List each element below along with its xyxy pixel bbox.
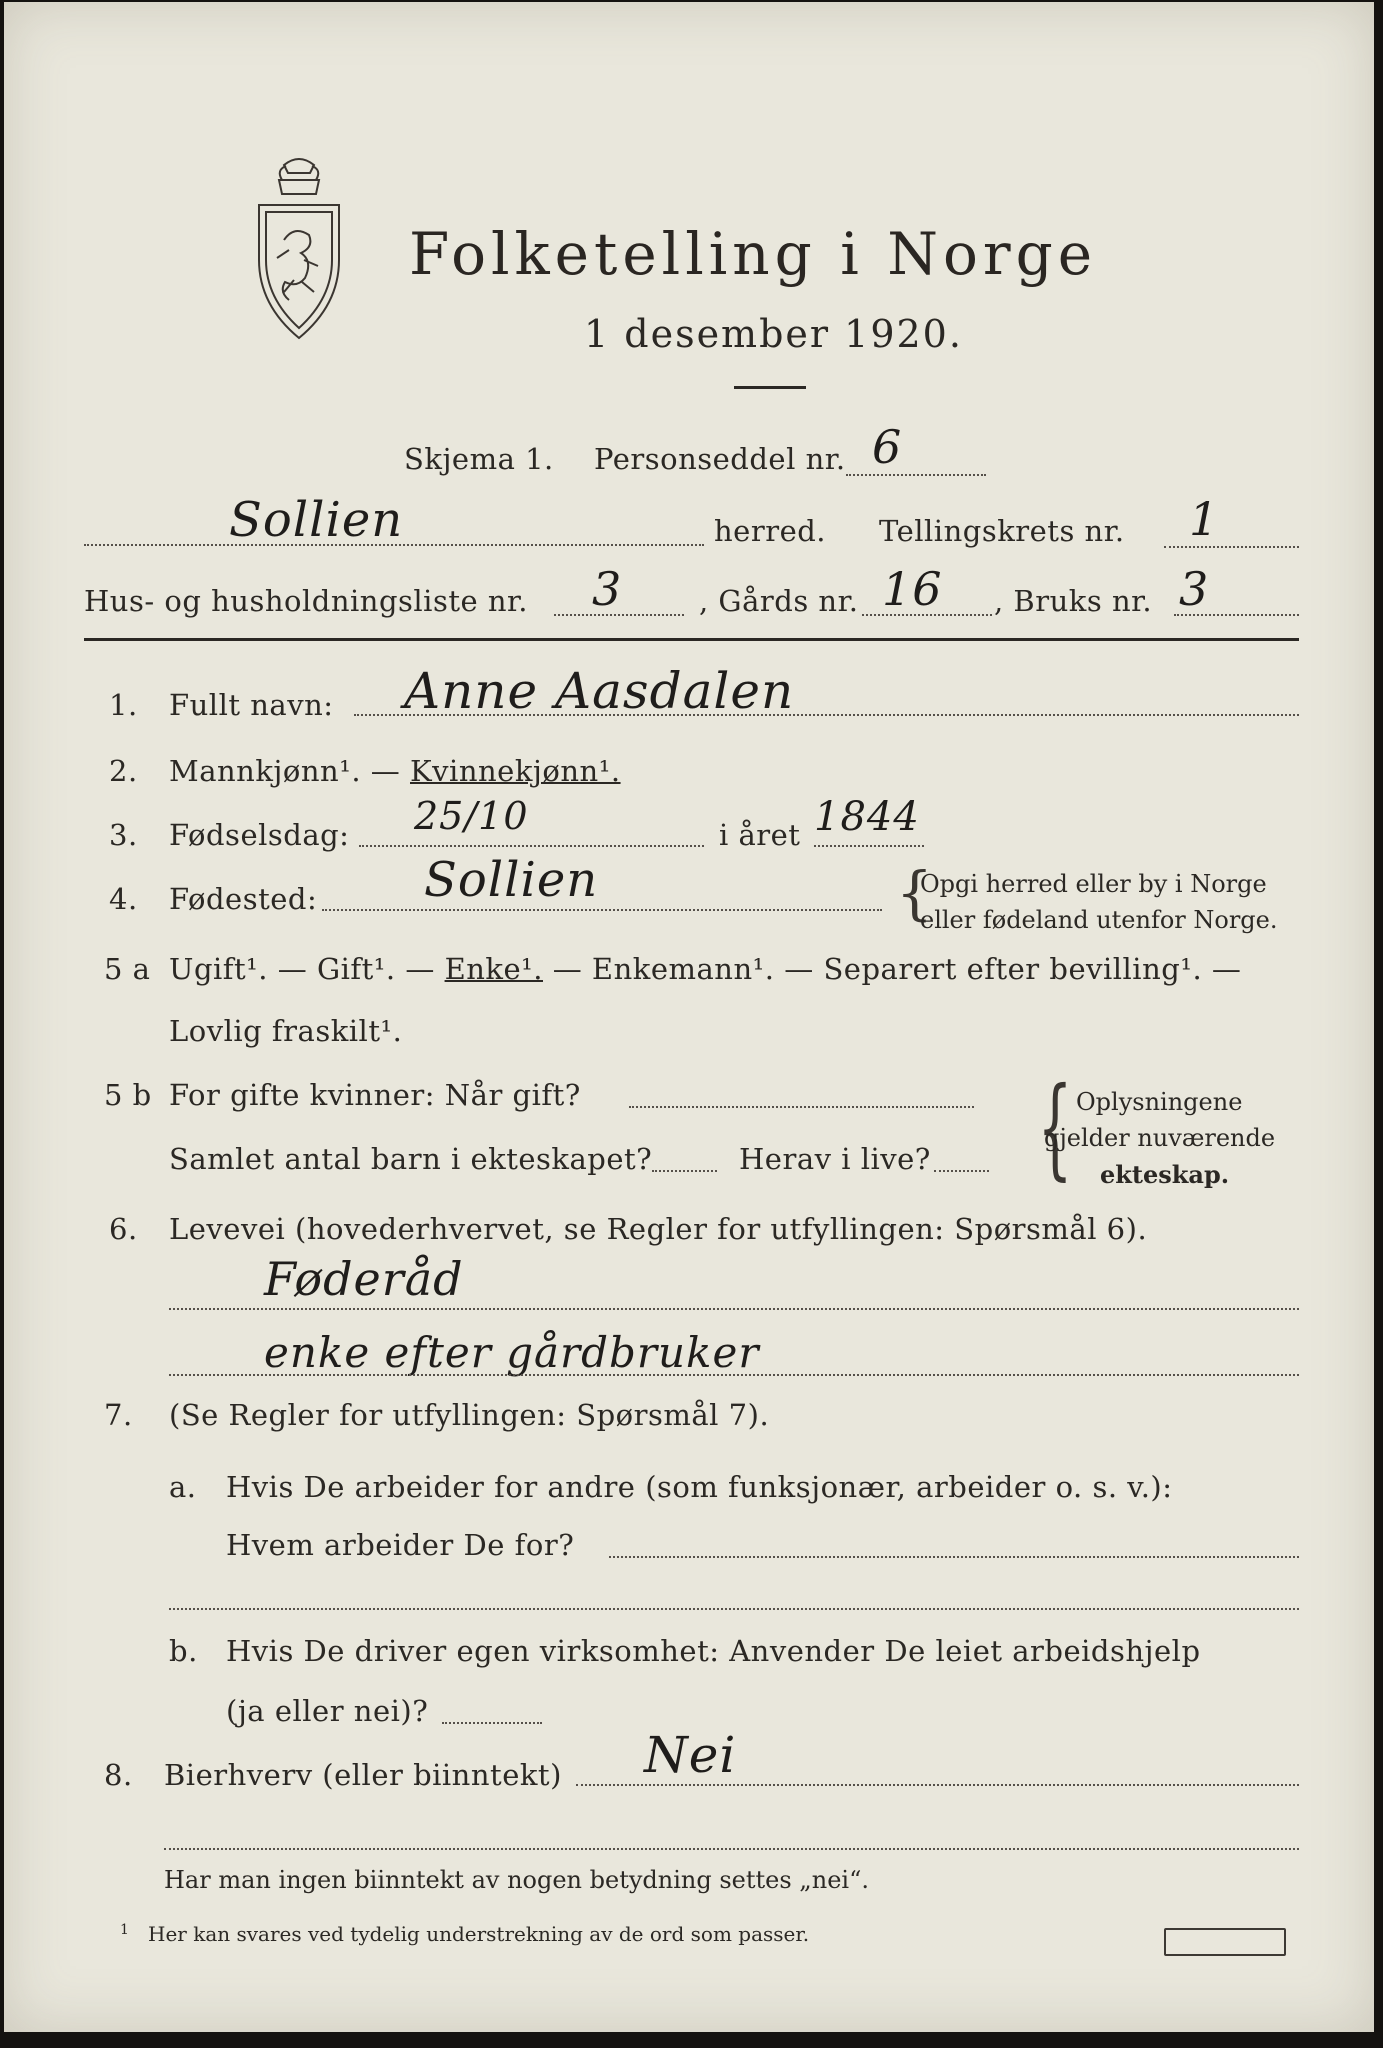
census-form-page bbox=[4, 2, 1374, 2032]
mannkjonn-option: Mannkjønn¹. — bbox=[169, 754, 410, 788]
enke-option: Enke¹. bbox=[444, 952, 543, 986]
fullt-navn-value: Anne Aasdalen bbox=[404, 662, 795, 720]
tellingskrets-label: Tellingskrets nr. bbox=[879, 514, 1125, 548]
ugift-gift-option: Ugift¹. — Gift¹. — bbox=[169, 952, 445, 986]
field-8-number: 8. bbox=[104, 1758, 133, 1792]
field-4-number: 4. bbox=[109, 882, 138, 916]
field-2-number: 2. bbox=[109, 754, 138, 788]
herav-i-live-line bbox=[934, 1170, 989, 1172]
hvem-arbeider-label: Hvem arbeider De for? bbox=[226, 1528, 575, 1562]
hus-value: 3 bbox=[592, 562, 623, 616]
field-7-label: (Se Regler for utfyllingen: Spørsmål 7). bbox=[169, 1398, 770, 1432]
ekteskap-note-3: ekteskap. bbox=[1100, 1160, 1230, 1189]
field-5b-number: 5 b bbox=[104, 1078, 152, 1112]
antal-barn-label: Samlet antal barn i ekteskapet? bbox=[169, 1142, 653, 1176]
form-title: Folketelling i Norge bbox=[409, 220, 1098, 288]
bierhverv-label: Bierhverv (eller biinntekt) bbox=[164, 1758, 562, 1792]
tellingskrets-value: 1 bbox=[1189, 492, 1220, 546]
fodested-note-2: eller fødeland utenfor Norge. bbox=[920, 906, 1278, 934]
fodselsdag-label: Fødselsdag: bbox=[169, 818, 350, 852]
tellingskrets-line bbox=[1164, 546, 1299, 548]
gards-value: 16 bbox=[882, 562, 943, 616]
herred-value: Sollien bbox=[229, 492, 404, 548]
herred-label: herred. bbox=[714, 514, 827, 548]
field-7a-extra-line bbox=[169, 1608, 1299, 1610]
levevei-value-1: Føderåd bbox=[264, 1252, 464, 1306]
levevei-label: Levevei (hovederhvervet, se Regler for utfyllingen: Spørsmål 6). bbox=[169, 1212, 1148, 1246]
printer-stamp bbox=[1164, 1928, 1286, 1956]
personseddel-line bbox=[846, 474, 986, 476]
hvem-arbeider-line bbox=[609, 1556, 1299, 1558]
field-7-number: 7. bbox=[104, 1398, 133, 1432]
naar-gift-label: For gifte kvinner: Når gift? bbox=[169, 1078, 581, 1112]
ekteskap-brace: { bbox=[1037, 1063, 1073, 1191]
ja-eller-nei-line bbox=[442, 1722, 542, 1724]
fullt-navn-label: Fullt navn: bbox=[169, 688, 334, 722]
herred-line bbox=[84, 544, 704, 546]
field-3-number: 3. bbox=[109, 818, 138, 852]
footnote-mark: 1 bbox=[120, 1922, 129, 1938]
field-7b-label: Hvis De driver egen virksomhet: Anvender De leiet arbeidshjelp bbox=[226, 1634, 1201, 1668]
kvinnekjonn-option: Kvinnekjønn¹. bbox=[410, 754, 621, 788]
personseddel-value: 6 bbox=[872, 420, 903, 474]
ja-eller-nei-label: (ja eller nei)? bbox=[226, 1694, 429, 1728]
skjema-label: Skjema 1. bbox=[404, 442, 554, 476]
form-date: 1 desember 1920. bbox=[584, 312, 963, 356]
field-7a-number: a. bbox=[169, 1470, 197, 1504]
fodselsdag-line bbox=[359, 845, 704, 847]
bruks-value: 3 bbox=[1179, 562, 1210, 616]
title-divider bbox=[734, 386, 806, 389]
hus-label: Hus- og husholdningsliste nr. bbox=[84, 584, 528, 618]
fodested-brace: { bbox=[896, 859, 933, 927]
ekteskap-note-1: Oplysningene bbox=[1076, 1088, 1243, 1116]
fodested-value: Sollien bbox=[424, 852, 599, 908]
fodested-label: Fødested: bbox=[169, 882, 318, 916]
gards-label: , Gårds nr. bbox=[699, 584, 859, 618]
field-6-number: 6. bbox=[109, 1212, 138, 1246]
aaret-value: 1844 bbox=[814, 794, 920, 840]
levevei-line-1 bbox=[169, 1308, 1299, 1310]
field-7b-number: b. bbox=[169, 1634, 198, 1668]
aaret-line bbox=[814, 845, 924, 847]
herav-i-live-label: Herav i live? bbox=[739, 1142, 931, 1176]
naar-gift-line bbox=[629, 1106, 974, 1108]
personseddel-label: Personseddel nr. bbox=[594, 442, 846, 476]
fodselsdag-value: 25/10 bbox=[414, 794, 529, 838]
levevei-line-2 bbox=[169, 1374, 1299, 1376]
lovlig-fraskilt-option: Lovlig fraskilt¹. bbox=[169, 1014, 403, 1048]
bierhverv-value: Nei bbox=[644, 1726, 737, 1784]
antal-barn-line bbox=[652, 1170, 717, 1172]
fodested-line bbox=[322, 909, 882, 911]
bruks-label: , Bruks nr. bbox=[994, 584, 1153, 618]
levevei-value-2: enke efter gårdbruker bbox=[264, 1328, 760, 1377]
sivilstand-options bbox=[169, 952, 1241, 986]
aaret-label: i året bbox=[719, 818, 801, 852]
header-rule bbox=[84, 638, 1299, 641]
fodested-note-1: Opgi herred eller by i Norge bbox=[920, 870, 1267, 898]
footnote-text: Her kan svares ved tydelig understrekning av de ord som passer. bbox=[148, 1922, 810, 1946]
footer-note: Har man ingen biinntekt av nogen betydning settes „nei“. bbox=[164, 1866, 869, 1894]
ekteskap-note-2: gjelder nuværende bbox=[1044, 1124, 1276, 1152]
bierhverv-extra-line bbox=[164, 1848, 1299, 1850]
other-status-options: — Enkemann¹. — Separert efter bevilling¹. — bbox=[543, 952, 1242, 986]
field-1-number: 1. bbox=[109, 688, 138, 722]
kjonn-options bbox=[169, 754, 621, 788]
field-7a-label: Hvis De arbeider for andre (som funksjonær, arbeider o. s. v.): bbox=[226, 1470, 1173, 1504]
coat-of-arms-icon bbox=[244, 150, 354, 350]
field-5a-number: 5 a bbox=[104, 952, 151, 986]
bierhverv-line bbox=[576, 1784, 1299, 1786]
